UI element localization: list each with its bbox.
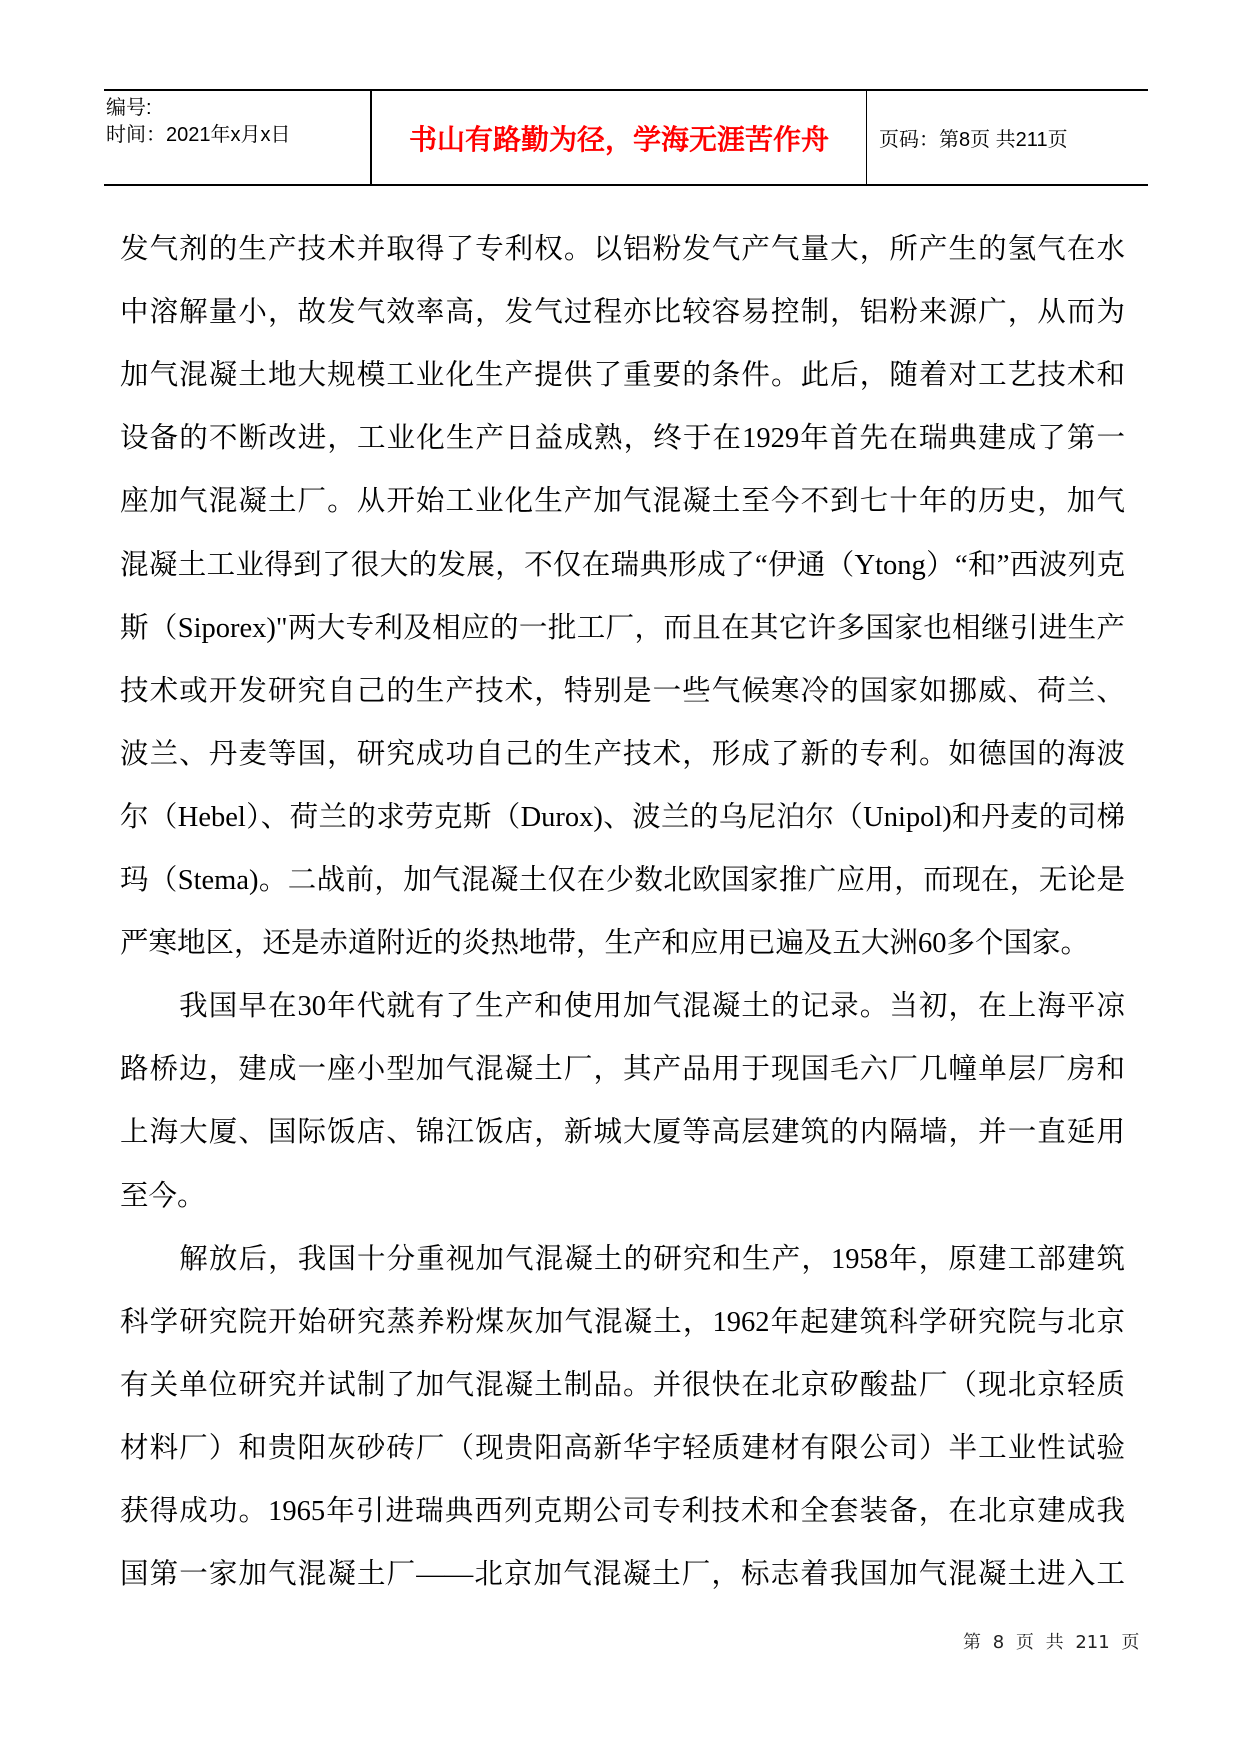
text-line: 科学研究院开始研究蒸养粉煤灰加气混凝土，1962年起建筑科学研究院与北京 xyxy=(120,1306,1125,1338)
text-line: 设备的不断改进，工业化生产日益成熟，终于在1929年首先在瑞典建成了第一 xyxy=(120,423,1125,455)
text-line: 获得成功。1965年引进瑞典西列克期公司专利技术和全套装备，在北京建成我 xyxy=(120,1496,1125,1527)
text-line: 材料厂）和贵阳灰砂砖厂（现贵阳高新华宇轻质建材有限公司）半工业性试验 xyxy=(120,1432,1125,1464)
document-number-label: 编号: xyxy=(106,97,152,119)
text-line: 严寒地区，还是赤道附近的炎热地带，生产和应用已遍及五大洲60多个国家。 xyxy=(120,928,1090,960)
text-line: 解放后，我国十分重视加气混凝土的研究和生产，1958年，原建工部建筑 xyxy=(120,1243,1125,1275)
text-line: 国第一家加气混凝土厂——北京加气混凝土厂，标志着我国加气混凝土进入工 xyxy=(120,1559,1125,1591)
text-line: 加气混凝土地大规模工业化生产提供了重要的条件。此后，随着对工艺技术和 xyxy=(120,360,1125,392)
header-motto: 书山有路勤为径，学海无涯苦作舟 xyxy=(408,122,829,156)
text-line: 我国早在30年代就有了生产和使用加气混凝土的记录。当初，在上海平凉 xyxy=(120,991,1125,1023)
text-line: 斯（Siporex)"两大专利及相应的一批工厂，而且在其它许多国家也相继引进生产 xyxy=(120,612,1125,644)
text-line: 有关单位研究并试制了加气混凝土制品。并很快在北京矽酸盐厂（现北京轻质 xyxy=(120,1369,1125,1401)
text-line: 波兰、丹麦等国，研究成功自己的生产技术，形成了新的专利。如德国的海波 xyxy=(120,738,1125,770)
header-motto-cell xyxy=(372,91,867,184)
document-header xyxy=(104,89,1148,186)
text-line: 座加气混凝土厂。从开始工业化生产加气混凝土至今不到七十年的历史，加气 xyxy=(120,486,1125,518)
text-line: 尔（Hebel）、荷兰的求劳克斯（Durox)、波兰的乌尼泊尔（Unipol)和丹麦的司梯 xyxy=(120,801,1125,833)
page-footer: 第 8 页 共 211 页 xyxy=(963,1632,1140,1653)
header-page-cell xyxy=(867,91,1148,184)
text-line: 混凝土工业得到了很大的发展，不仅在瑞典形成了“伊通（Ytong）“和”西波列克 xyxy=(120,549,1125,581)
text-line: 玛（Stema)。二战前，加气混凝土仅在少数北欧国家推广应用，而现在，无论是 xyxy=(120,865,1125,896)
text-line: 至今。 xyxy=(120,1180,206,1212)
text-line: 路桥边，建成一座小型加气混凝土厂，其产品用于现国毛六厂几幢单层厂房和 xyxy=(120,1054,1125,1086)
header-page-label: 页码：第8页 共211页 xyxy=(879,129,1068,151)
text-line: 发气剂的生产技术并取得了专利权。以铝粉发气产气量大，所产生的氢气在水 xyxy=(120,234,1125,265)
text-line: 中溶解量小，故发气效率高，发气过程亦比较容易控制，铝粉来源广，从而为 xyxy=(120,297,1125,329)
document-time-label: 时间：2021年x月x日 xyxy=(106,124,291,146)
text-line: 上海大厦、国际饭店、锦江饭店，新城大厦等高层建筑的内隔墙，并一直延用 xyxy=(120,1117,1125,1149)
text-line: 技术或开发研究自己的生产技术，特别是一些气候寒冷的国家如挪威、荷兰、 xyxy=(120,675,1125,707)
header-info-cell xyxy=(104,91,372,184)
